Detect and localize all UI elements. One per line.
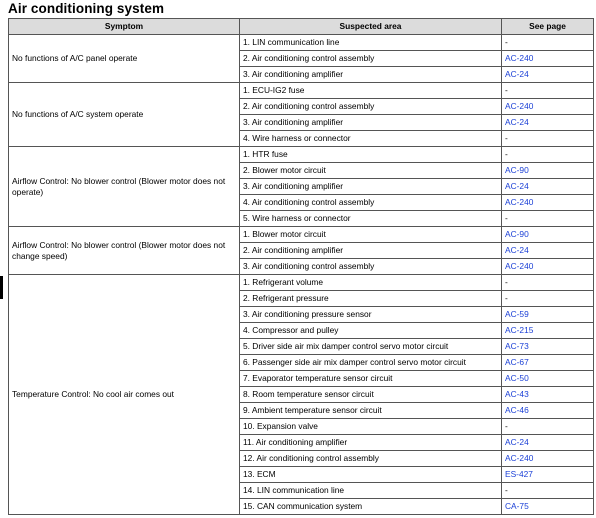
symptom-cell: Airflow Control: No blower control (Blower motor does not operate) <box>9 147 240 227</box>
see-page-cell <box>502 83 594 99</box>
page-reference-link[interactable]: AC-43 <box>505 389 529 399</box>
header-symptom: Symptom <box>9 19 240 35</box>
suspected-area-cell: 15. CAN communication system <box>240 499 502 515</box>
see-page-cell <box>502 211 594 227</box>
page-reference-link[interactable]: AC-59 <box>505 309 529 319</box>
see-page-link[interactable] <box>502 163 594 179</box>
symptom-cell: Airflow Control: No blower control (Blower motor does not change speed) <box>9 227 240 275</box>
suspected-area-cell: 3. Air conditioning control assembly <box>240 259 502 275</box>
page-reference-none: - <box>505 421 508 431</box>
suspected-area-cell: 13. ECM <box>240 467 502 483</box>
suspected-area-cell: 2. Refrigerant pressure <box>240 291 502 307</box>
page-reference-link[interactable]: AC-90 <box>505 229 529 239</box>
table-row <box>9 35 594 51</box>
suspected-area-cell: 1. ECU-IG2 fuse <box>240 83 502 99</box>
suspected-area-cell: 1. Blower motor circuit <box>240 227 502 243</box>
page-reference-none: - <box>505 85 508 95</box>
see-page-cell <box>502 483 594 499</box>
page-reference-link[interactable]: AC-24 <box>505 181 529 191</box>
suspected-area-cell: 3. Air conditioning amplifier <box>240 67 502 83</box>
page-reference-none: - <box>505 293 508 303</box>
see-page-cell <box>502 275 594 291</box>
suspected-area-cell: 4. Air conditioning control assembly <box>240 195 502 211</box>
symptom-cell: Temperature Control: No cool air comes out <box>9 275 240 515</box>
table-row <box>9 147 594 163</box>
see-page-link[interactable] <box>502 451 594 467</box>
see-page-link[interactable] <box>502 499 594 515</box>
suspected-area-cell: 2. Air conditioning control assembly <box>240 51 502 67</box>
suspected-area-cell: 2. Air conditioning control assembly <box>240 99 502 115</box>
see-page-link[interactable] <box>502 259 594 275</box>
see-page-link[interactable] <box>502 387 594 403</box>
suspected-area-cell: 4. Compressor and pulley <box>240 323 502 339</box>
see-page-cell <box>502 419 594 435</box>
see-page-link[interactable] <box>502 307 594 323</box>
page-reference-link[interactable]: CA-75 <box>505 501 529 511</box>
table-header-row <box>9 19 594 35</box>
table-row <box>9 83 594 99</box>
page-reference-link[interactable]: AC-24 <box>505 117 529 127</box>
see-page-cell <box>502 291 594 307</box>
page-reference-link[interactable]: AC-240 <box>505 101 534 111</box>
suspected-area-cell: 10. Expansion valve <box>240 419 502 435</box>
page-reference-none: - <box>505 277 508 287</box>
suspected-area-cell: 9. Ambient temperature sensor circuit <box>240 403 502 419</box>
suspected-area-cell: 5. Driver side air mix damper control servo motor circuit <box>240 339 502 355</box>
suspected-area-cell: 2. Blower motor circuit <box>240 163 502 179</box>
suspected-area-cell: 5. Wire harness or connector <box>240 211 502 227</box>
suspected-area-cell: 3. Air conditioning pressure sensor <box>240 307 502 323</box>
page-reference-link[interactable]: AC-24 <box>505 245 529 255</box>
see-page-link[interactable] <box>502 467 594 483</box>
see-page-link[interactable] <box>502 243 594 259</box>
page-reference-link[interactable]: AC-240 <box>505 261 534 271</box>
table-row <box>9 227 594 243</box>
table-row <box>9 275 594 291</box>
suspected-area-cell: 1. LIN communication line <box>240 35 502 51</box>
suspected-area-cell: 3. Air conditioning amplifier <box>240 115 502 131</box>
suspected-area-cell: 7. Evaporator temperature sensor circuit <box>240 371 502 387</box>
page-reference-none: - <box>505 485 508 495</box>
see-page-link[interactable] <box>502 371 594 387</box>
suspected-area-cell: 4. Wire harness or connector <box>240 131 502 147</box>
page-reference-link[interactable]: AC-50 <box>505 373 529 383</box>
see-page-link[interactable] <box>502 99 594 115</box>
page-reference-none: - <box>505 149 508 159</box>
suspected-area-cell: 1. Refrigerant volume <box>240 275 502 291</box>
page-reference-link[interactable]: AC-67 <box>505 357 529 367</box>
see-page-cell <box>502 131 594 147</box>
see-page-link[interactable] <box>502 355 594 371</box>
see-page-link[interactable] <box>502 51 594 67</box>
suspected-area-cell: 12. Air conditioning control assembly <box>240 451 502 467</box>
see-page-link[interactable] <box>502 227 594 243</box>
page-reference-none: - <box>505 133 508 143</box>
see-page-link[interactable] <box>502 339 594 355</box>
page-reference-link[interactable]: AC-240 <box>505 453 534 463</box>
page-reference-link[interactable]: AC-90 <box>505 165 529 175</box>
header-suspected-area: Suspected area <box>240 19 502 35</box>
page-reference-none: - <box>505 37 508 47</box>
page-reference-link[interactable]: AC-24 <box>505 69 529 79</box>
page-title: Air conditioning system <box>8 1 165 16</box>
suspected-area-cell: 6. Passenger side air mix damper control servo motor circuit <box>240 355 502 371</box>
page-reference-link[interactable]: AC-24 <box>505 437 529 447</box>
see-page-link[interactable] <box>502 435 594 451</box>
see-page-link[interactable] <box>502 67 594 83</box>
page-reference-none: - <box>505 213 508 223</box>
page-reference-link[interactable]: AC-240 <box>505 53 534 63</box>
see-page-link[interactable] <box>502 403 594 419</box>
page-reference-link[interactable]: AC-215 <box>505 325 534 335</box>
suspected-area-cell: 14. LIN communication line <box>240 483 502 499</box>
suspected-area-cell: 11. Air conditioning amplifier <box>240 435 502 451</box>
troubleshooting-table <box>8 18 594 515</box>
symptom-cell: No functions of A/C panel operate <box>9 35 240 83</box>
see-page-link[interactable] <box>502 115 594 131</box>
see-page-link[interactable] <box>502 323 594 339</box>
header-see-page: See page <box>502 19 594 35</box>
symptom-cell: No functions of A/C system operate <box>9 83 240 147</box>
suspected-area-cell: 2. Air conditioning amplifier <box>240 243 502 259</box>
see-page-cell <box>502 35 594 51</box>
see-page-cell <box>502 147 594 163</box>
margin-marker-bar <box>0 276 3 299</box>
page-reference-link[interactable]: ES-427 <box>505 469 533 479</box>
suspected-area-cell: 1. HTR fuse <box>240 147 502 163</box>
suspected-area-cell: 3. Air conditioning amplifier <box>240 179 502 195</box>
page-reference-link[interactable]: AC-240 <box>505 197 534 207</box>
see-page-link[interactable] <box>502 195 594 211</box>
page-reference-link[interactable]: AC-73 <box>505 341 529 351</box>
see-page-link[interactable] <box>502 179 594 195</box>
page-reference-link[interactable]: AC-46 <box>505 405 529 415</box>
suspected-area-cell: 8. Room temperature sensor circuit <box>240 387 502 403</box>
